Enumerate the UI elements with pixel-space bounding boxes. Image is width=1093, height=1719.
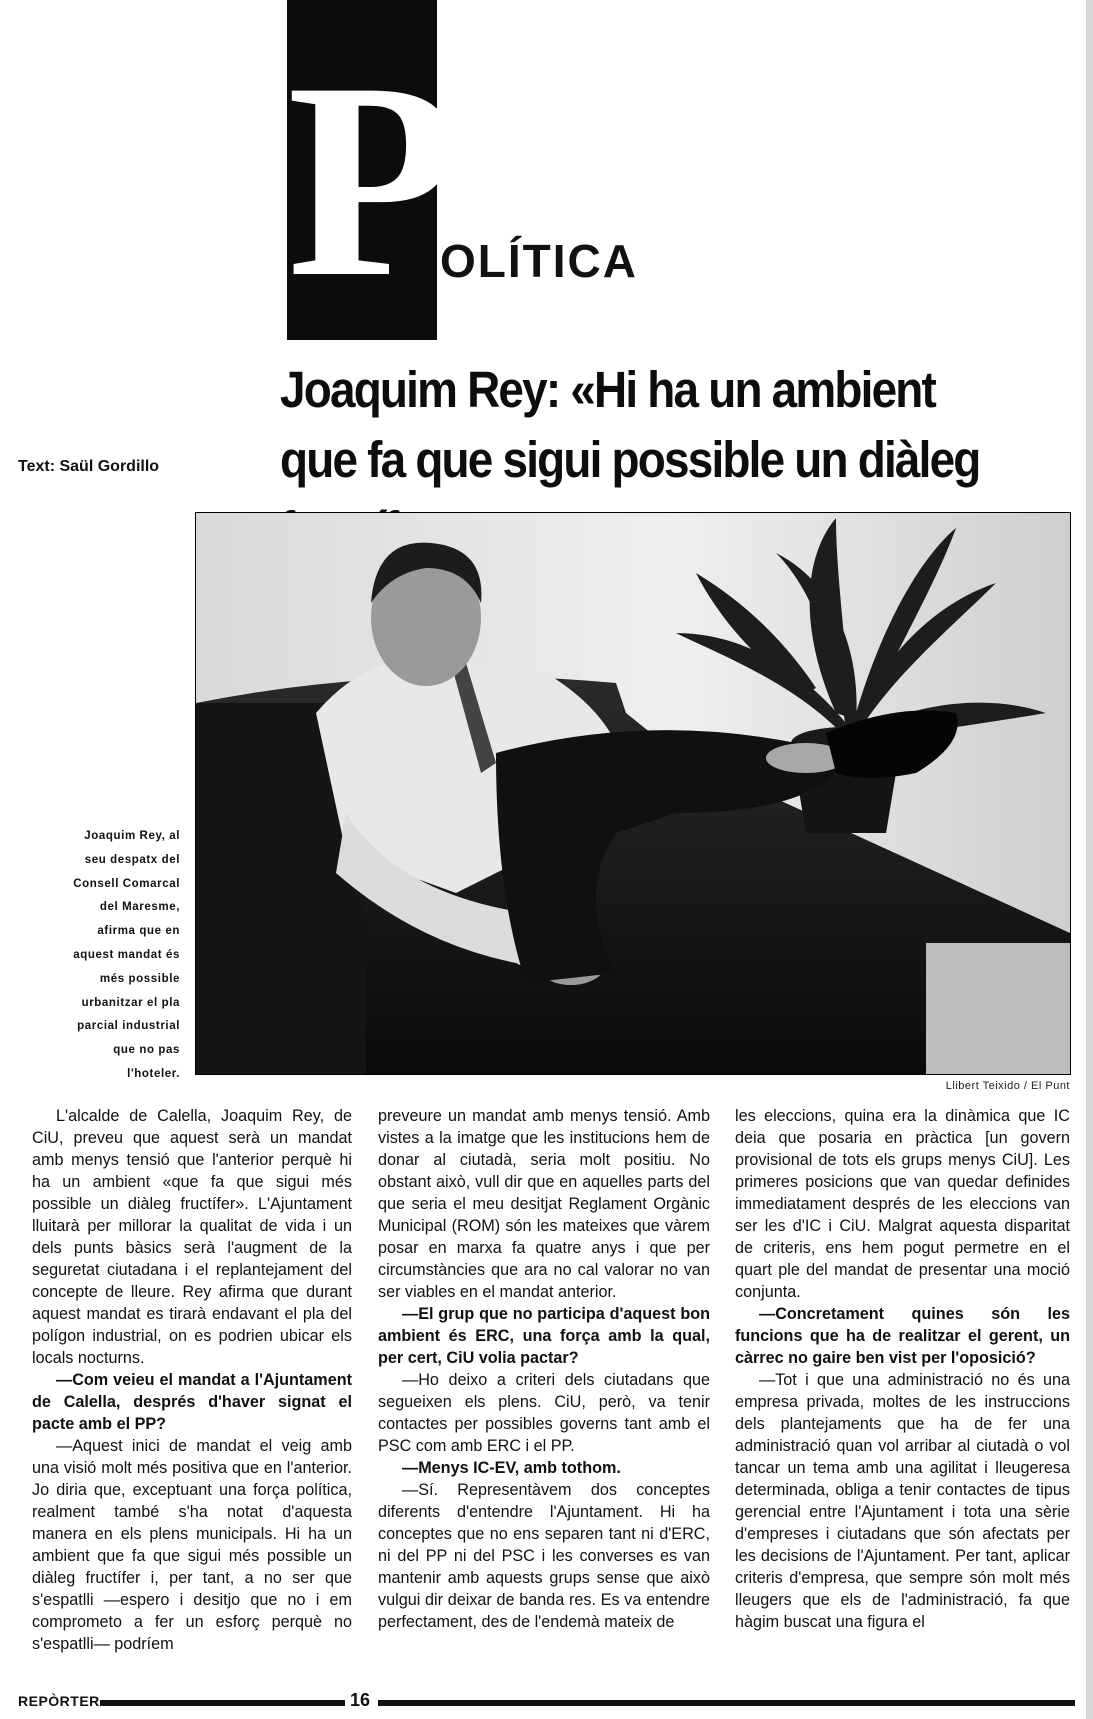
paragraph: L'alcalde de Calella, Joaquim Rey, de CiU, preveu que aquest serà un mandat amb menys tensió que l'anterior perquè hi ha un ambient «que fa que sigui més possible un diàleg fructífer». L'Ajuntament lluitarà per millorar la qualitat de vida i un dels punts bàsics serà l'augment de la seguretat ciutadana i el replantejament del concepte de lleure. Rey afirma que durant aquest mandat es tirarà endavant el pla del polígon industrial, on es podrien ubicar els locals nocturns. <box>32 1107 352 1367</box>
paragraph: —Tot i que una administració no és una empresa privada, moltes de les instruccions dels plantejaments que ha de fer una administració quan vol arribar al ciutadà o vol tancar un tema amb una agilitat i lleugeresa determinada, obliga a tenir contactes de tipus gerencial entre l'Ajuntament i tota una sèrie d'empreses i ciutadans que són afectats per les decisions de l'Ajuntament. Per tant, aplicar criteris d'empresa, que sempre són molt més lleugers que els de l'administració, fa que hàgim buscat una figura el <box>735 1371 1070 1631</box>
photo-illustration <box>196 513 1070 1074</box>
caption-line: més possible <box>99 972 180 985</box>
interview-question: —Concretament quines són les funcions que ha de realitzar el gerent, un càrrec no gaire ben vist per l'oposició? <box>735 1305 1070 1367</box>
section-title: OLÍTICA <box>440 235 638 287</box>
paragraph: —Ho deixo a criteri dels ciutadans que segueixen els plens. CiU, però, va tenir contactes per possibles governs tant amb el PSC com amb ERC i el PP. <box>378 1371 710 1455</box>
footer-rule <box>100 1700 345 1706</box>
headline: Joaquim Rey: «Hi ha un ambient que fa que sigui possible un diàleg <box>280 361 980 488</box>
caption-line: que no pas <box>113 1044 180 1057</box>
caption-line: Joaquim Rey, al <box>84 830 180 842</box>
caption-line: urbanitzar el pla <box>81 996 180 1009</box>
paragraph: —Sí. Representàvem dos conceptes diferents d'entendre l'Ajuntament. Hi ha conceptes que no ens separen tant ni d'ERC, ni del PP ni del PSC i les converses es van mantenir amb aquests grups sense que això vulgui dir deixar de banda res. Es va entendre perfectament, des de l'endemà mateix de <box>378 1481 710 1631</box>
interview-question: —Com veieu el mandat a l'Ajuntament de Calella, després d'haver signat el pacte amb el PP? <box>32 1371 352 1433</box>
byline: Text: Saül Gordillo <box>18 458 160 475</box>
caption-line: afirma que en <box>97 925 180 938</box>
paragraph: —Aquest inici de mandat el veig amb una visió molt més positiva que en l'anterior. Jo diria que, exceptuant una força política, realment també s'ha notat d'aquesta manera en els plens municipals. Hi ha un ambient que fa que sigui més possible un diàleg fructífer i, per tant, a no ser que s'espatlli —espero i desitjo que no i em comprometo a fer un esforç perquè no s'espatlli— podríem <box>32 1437 352 1653</box>
article-column-3 <box>735 1105 1070 1633</box>
caption-line: parcial industrial <box>77 1020 180 1033</box>
article-column-1 <box>32 1105 352 1655</box>
article-column-2 <box>378 1105 710 1633</box>
magazine-name: REPÒRTER <box>18 1693 100 1709</box>
caption-line: seu despatx del <box>84 853 180 866</box>
photo-caption <box>20 825 180 1087</box>
caption-line: l'hoteler. <box>127 1067 180 1080</box>
paragraph: preveure un mandat amb menys tensió. Amb vistes a la imatge que les institucions hem de donar al ciutadà, seria molt positiu. No obstant això, vull dir que en aquelles parts del que seria el meu desitjat Reglament Orgànic Municipal (ROM) són les mateixes que vàrem posar en marxa fa quatre anys i que per circumstàncies que ara no cal valorar no van ser viables en el mandat anterior. <box>378 1107 710 1301</box>
photo-credit: Llibert Teixido / El Punt <box>945 1080 1070 1092</box>
paragraph: les eleccions, quina era la dinàmica que IC deia que posaria en pràctica [un govern provisional de tots els grups menys CiU]. Les primeres posicions que van quedar definides immediatament després de les eleccions van ser les d'IC i CiU. Malgrat aquesta disparitat de criteris, ens hem pogut permetre en el quart ple del mandat de presentar una moció conjunta. <box>735 1107 1070 1301</box>
interview-question: —Menys IC-EV, amb tothom. <box>402 1459 621 1477</box>
caption-line: aquest mandat és <box>73 948 180 961</box>
article-photo <box>195 512 1071 1075</box>
interview-question: —El grup que no participa d'aquest bon ambient és ERC, una força amb la qual, per cert, CiU volia pactar? <box>378 1305 710 1367</box>
scan-edge <box>1086 0 1093 1719</box>
caption-line: Consell Comarcal <box>73 877 180 890</box>
caption-line: del Maresme, <box>99 901 180 914</box>
footer-rule <box>378 1700 1075 1706</box>
page-number: 16 <box>350 1690 371 1710</box>
section-initial-letter: P <box>287 24 459 335</box>
